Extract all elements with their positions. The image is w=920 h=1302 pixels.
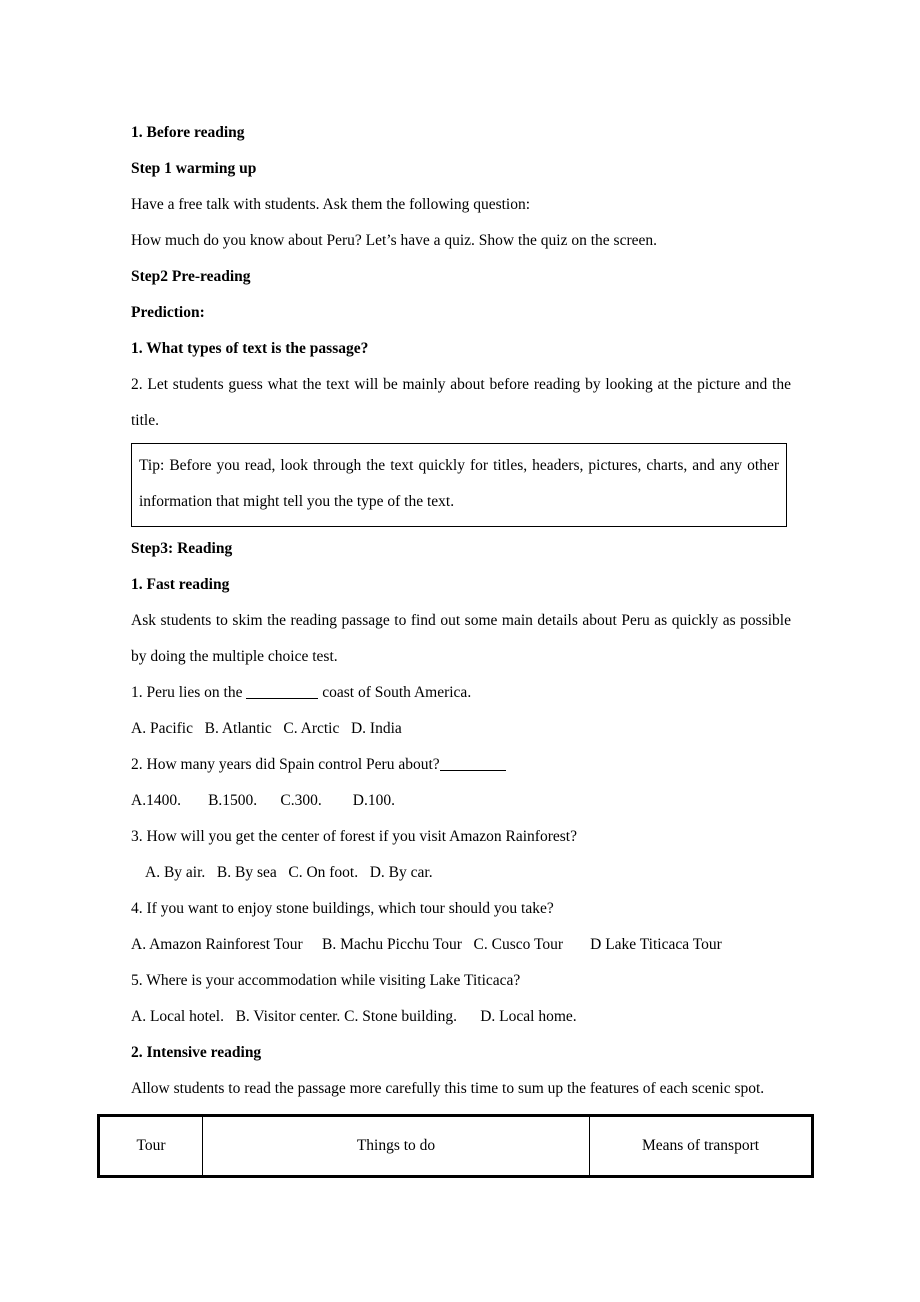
step1-line-2: How much do you know about Peru? Let’s have a quiz. Show the quiz on the screen. (131, 232, 658, 249)
quiz-options-4: A. Amazon Rainforest Tour B. Machu Picchu Tour C. Cusco Tour D Lake Titicaca Tour (131, 936, 722, 953)
heading-intensive-reading: 2. Intensive reading (131, 1044, 262, 1061)
document-content (131, 115, 795, 1178)
quiz-question-1-text-after: coast of South America. (318, 684, 472, 701)
tip-box (131, 443, 787, 527)
quiz-question-2-text: 2. How many years did Spain control Peru about? (131, 756, 440, 773)
quiz-question-1-text-before: 1. Peru lies on the (131, 684, 247, 701)
quiz-options-5: A. Local hotel. B. Visitor center. C. Stone building. D. Local home. (131, 1008, 577, 1025)
table-header-tour: Tour (99, 1116, 203, 1177)
heading-prediction: Prediction: (131, 304, 205, 321)
step1-line-1: Have a free talk with students. Ask them the following question: (131, 196, 531, 213)
heading-fast-reading: 1. Fast reading (131, 576, 230, 593)
table-row (99, 1116, 813, 1177)
quiz-options-2: A.1400. B.1500. C.300. D.100. (131, 792, 395, 809)
quiz-question-5: 5. Where is your accommodation while visiting Lake Titicaca? (131, 972, 521, 989)
table-header-things-to-do: Things to do (203, 1116, 590, 1177)
quiz-question-4: 4. If you want to enjoy stone buildings, which tour should you take? (131, 900, 554, 917)
heading-before-reading: 1. Before reading (131, 124, 245, 141)
tip-box-text: Tip: Before you read, look through the text quickly for titles, headers, pictures, charts, and any other information that might tell you the type of the text. (139, 457, 783, 510)
quiz-answer-blank-1[interactable] (246, 698, 318, 699)
quiz-answer-blank-2[interactable] (440, 770, 506, 771)
quiz-question-3: 3. How will you get the center of forest if you visit Amazon Rainforest? (131, 828, 577, 845)
quiz-options-1: A. Pacific B. Atlantic C. Arctic D. India (131, 720, 402, 737)
quiz-options-3: A. By air. B. By sea C. On foot. D. By car. (145, 864, 433, 881)
prediction-question-1: 1. What types of text is the passage? (131, 340, 369, 357)
table-header-means-of-transport: Means of transport (590, 1116, 813, 1177)
tour-table (97, 1114, 814, 1178)
quiz-question-2 (131, 747, 791, 783)
quiz-question-1 (131, 675, 791, 711)
fast-reading-instruction: Ask students to skim the reading passage to find out some main details about Peru as quickly as possible by doing the multiple choice test. (131, 612, 795, 665)
heading-step3: Step3: Reading (131, 540, 233, 557)
heading-step1: Step 1 warming up (131, 160, 257, 177)
heading-step2: Step2 Pre-reading (131, 268, 251, 285)
prediction-question-2: 2. Let students guess what the text will be mainly about before reading by looking at the picture and the title. (131, 376, 795, 429)
intensive-reading-instruction: Allow students to read the passage more carefully this time to sum up the features of each scenic spot. (131, 1080, 765, 1097)
